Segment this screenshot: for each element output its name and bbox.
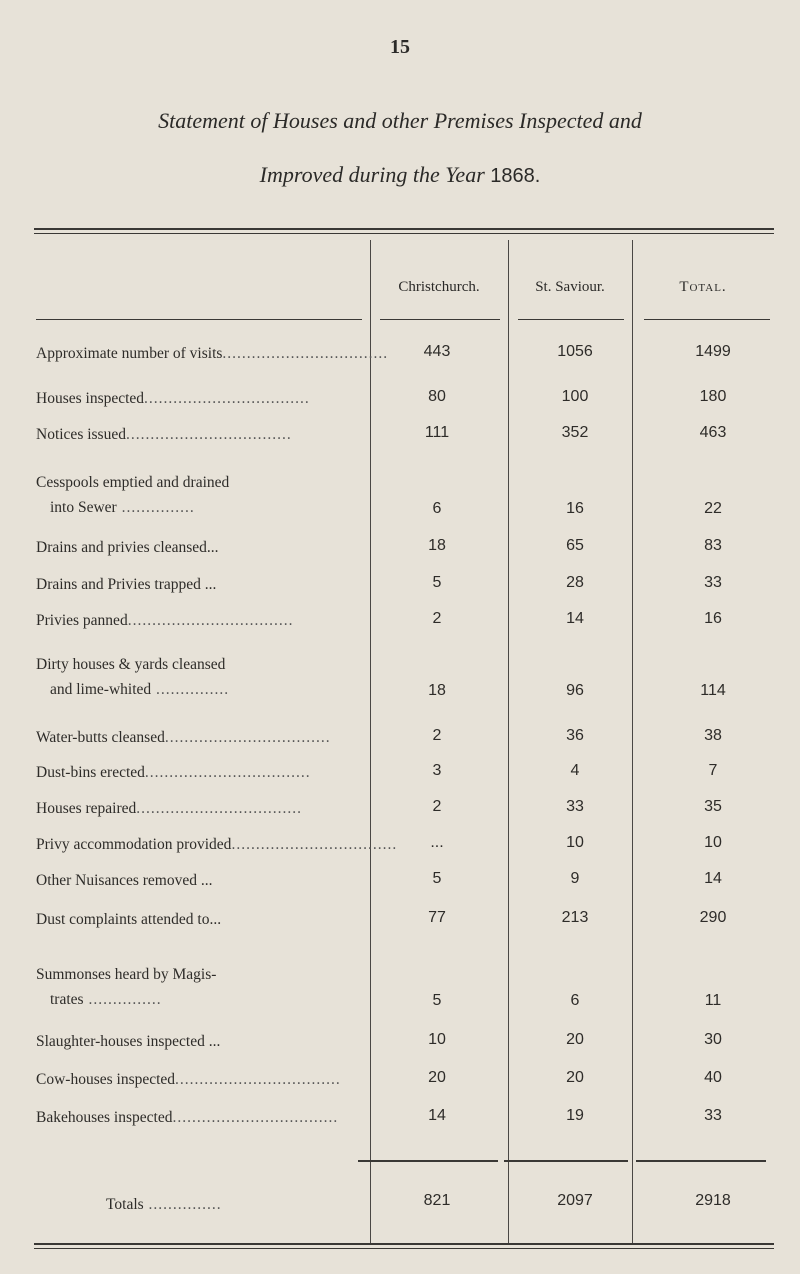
row-label-line-1 [36,868,362,893]
row-label [36,725,362,750]
row-label-line-1: Water-butts cleansed.................................. [36,729,331,746]
cell-christchurch: 18 [428,682,446,699]
cell-total: 114 [700,682,726,699]
row-label-text: Summonses heard by Magis- [36,966,217,983]
row-label-line-1: Notices issued.................................. [36,426,292,443]
row-label [36,470,362,520]
row-label [36,1029,362,1054]
cell-st-saviour: 33 [566,798,584,815]
cell-total: 35 [704,798,722,815]
cell-christchurch: 77 [428,909,446,926]
column-divider [370,240,371,1245]
header-total: Total. [679,279,727,295]
totals-label-cell [36,1192,362,1218]
column-divider [508,240,509,1245]
row-label-text: Other Nuisances removed ... [36,872,213,889]
cell-st-saviour: 6 [570,992,580,1009]
cell-christchurch: 2 [432,610,442,627]
cell-christchurch: 5 [432,574,442,591]
row-label-line-1: Houses inspected.................................. [36,390,310,407]
totals-rule [636,1160,766,1162]
row-label-line-1: Privies panned.................................. [36,612,294,629]
cell-christchurch: ... [430,834,444,851]
cell-christchurch: 80 [428,388,446,405]
cell-st-saviour: 352 [561,424,589,441]
row-label-line-1 [36,962,362,987]
cell-total: 14 [704,870,722,887]
cell-christchurch: 5 [432,870,442,887]
row-label [36,1067,362,1092]
table-bottom-rule-thin [34,1248,774,1249]
row-label-line-1: Houses repaired.................................. [36,800,303,817]
cell-total: 11 [704,992,722,1009]
totals-christchurch: 821 [423,1192,451,1209]
totals-label-line: Totals ............... [106,1196,222,1213]
cell-christchurch: 2 [432,798,442,815]
cell-christchurch: 14 [428,1107,446,1124]
row-label-line-1 [36,535,362,560]
row-label-line-2: into Sewer ............... [50,499,195,516]
row-label [36,652,362,702]
header-rule [36,319,362,320]
row-label-text: into Sewer [50,499,117,516]
title-line-2-text: Improved during the Year [259,162,485,187]
row-label-text: Dust-bins erected [36,764,145,781]
cell-st-saviour: 65 [566,537,584,554]
row-label-line-1 [36,470,362,495]
header-rule [644,319,770,320]
totals-label: Totals [106,1196,144,1213]
cell-christchurch: 5 [432,992,442,1009]
cell-total: 30 [704,1031,722,1048]
row-label-text: Drains and privies cleansed... [36,539,219,556]
cell-christchurch: 111 [424,424,450,441]
cell-total: 1499 [695,343,731,360]
cell-st-saviour: 16 [566,500,584,517]
cell-total: 290 [699,909,727,926]
row-label-text: Houses repaired [36,800,137,817]
page-number: 15 [390,36,410,58]
cell-st-saviour: 20 [566,1031,584,1048]
header-st-saviour: St. Saviour. [535,279,605,295]
cell-christchurch: 2 [432,727,442,744]
cell-st-saviour: 20 [566,1069,584,1086]
row-label [36,341,389,366]
cell-total: 10 [704,834,722,851]
cell-total: 7 [708,762,718,779]
row-label-line-1: Dust-bins erected.................................. [36,764,311,781]
cell-st-saviour: 14 [566,610,584,627]
row-label-text: Drains and Privies trapped ... [36,576,217,593]
row-label-text: Cow-houses inspected [36,1071,176,1088]
cell-total: 463 [699,424,727,441]
cell-total: 40 [704,1069,722,1086]
header-rule [518,319,624,320]
row-label-text: Approximate number of visits [36,345,223,362]
cell-st-saviour: 100 [561,388,589,405]
totals-st-saviour: 2097 [557,1192,593,1209]
row-label-text: and lime-whited [50,681,152,698]
row-label-text: Bakehouses inspected [36,1109,173,1126]
row-label-text: Slaughter-houses inspected ... [36,1033,221,1050]
row-label [36,1105,362,1130]
table-bottom-rule [34,1243,774,1245]
row-label-line-1 [36,907,362,932]
cell-total: 16 [704,610,722,627]
row-label-text: Water-butts cleansed [36,729,165,746]
row-label [36,796,362,821]
title-line-2 [0,148,800,203]
cell-total: 83 [704,537,722,554]
row-label-text: Dust complaints attended to... [36,911,222,928]
totals-rule [358,1160,498,1162]
title-year: 1868. [490,165,541,187]
cell-christchurch: 10 [428,1031,446,1048]
row-label-line-1: Privy accommodation provided.................................. [36,836,398,853]
totals-rule [504,1160,628,1162]
cell-st-saviour: 1056 [557,343,593,360]
cell-st-saviour: 213 [561,909,589,926]
row-label [36,962,362,1012]
table-top-rule-thin [34,233,774,234]
row-label-text: Privies panned [36,612,128,629]
page-title [0,94,800,203]
cell-christchurch: 3 [432,762,442,779]
row-label-line-1: Approximate number of visits.................................. [36,345,389,362]
cell-st-saviour: 28 [566,574,584,591]
cell-st-saviour: 10 [566,834,584,851]
header-christchurch: Christchurch. [398,279,480,295]
table-top-rule [34,228,774,230]
cell-total: 38 [704,727,722,744]
cell-st-saviour: 96 [566,682,584,699]
row-label [36,907,362,932]
row-label [36,535,362,560]
row-label-text: Cesspools emptied and drained [36,474,230,491]
row-label [36,572,362,597]
row-label [36,386,362,411]
cell-total: 180 [699,388,727,405]
row-label-text: Dirty houses & yards cleansed [36,656,226,673]
cell-total: 33 [704,1107,722,1124]
cell-christchurch: 18 [428,537,446,554]
row-label [36,760,362,785]
row-label-text: trates [50,991,84,1008]
cell-total: 22 [704,500,722,517]
cell-christchurch: 20 [428,1069,446,1086]
cell-st-saviour: 19 [566,1107,584,1124]
row-label-line-1: Bakehouses inspected.................................. [36,1109,339,1126]
cell-christchurch: 6 [432,500,442,517]
row-label-line-2: and lime-whited ............... [50,681,230,698]
row-label [36,832,398,857]
row-label-text: Houses inspected [36,390,145,407]
row-label-line-1 [36,652,362,677]
row-label-line-1: Cow-houses inspected.................................. [36,1071,341,1088]
row-label [36,608,362,633]
row-label-text: Privy accommodation provided [36,836,232,853]
row-label-line-1 [36,1029,362,1054]
totals-total: 2918 [695,1192,731,1209]
row-label-text: Notices issued [36,426,126,443]
cell-st-saviour: 36 [566,727,584,744]
row-label-line-2: trates ............... [50,991,162,1008]
cell-st-saviour: 9 [570,870,580,887]
cell-christchurch: 443 [423,343,451,360]
row-label [36,422,362,447]
cell-st-saviour: 4 [570,762,580,779]
title-line-1: Statement of Houses and other Premises Inspected and [158,108,642,133]
header-rule [380,319,500,320]
cell-total: 33 [704,574,722,591]
row-label-line-1 [36,572,362,597]
row-label [36,868,362,893]
